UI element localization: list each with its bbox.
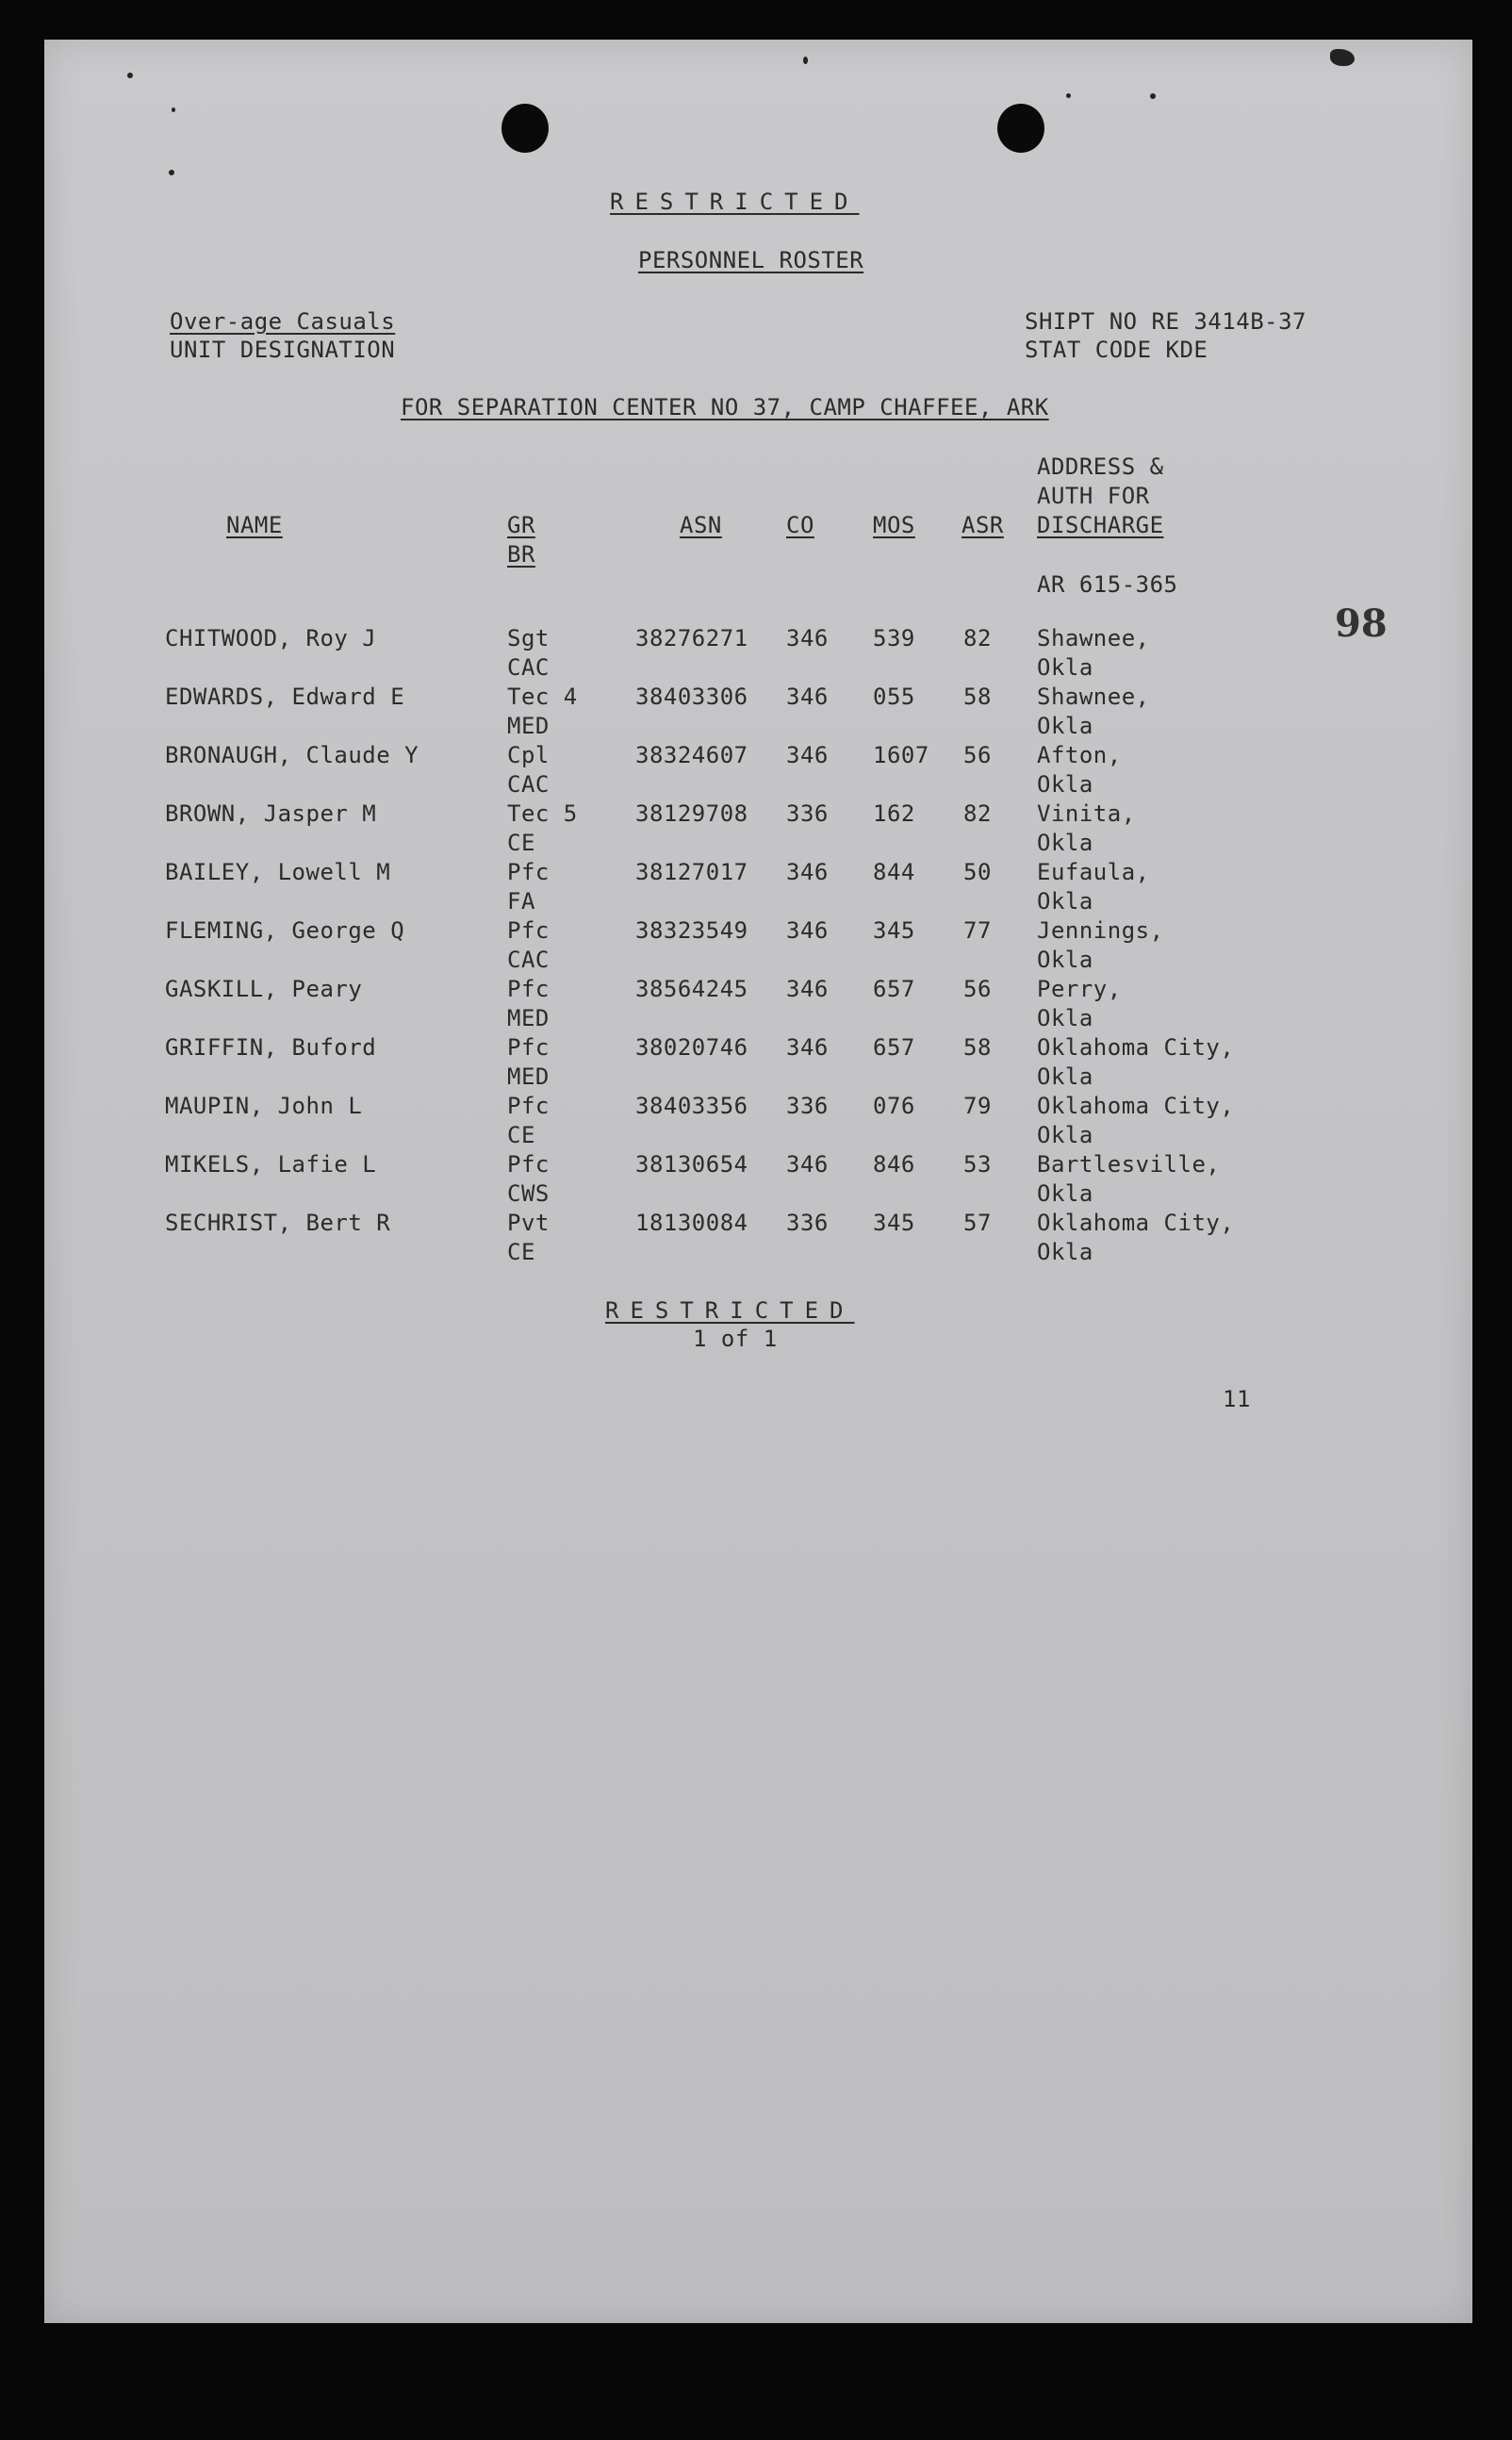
row-co: 346 xyxy=(786,1151,829,1178)
classification-footer: RESTRICTED xyxy=(605,1297,855,1324)
row-co: 346 xyxy=(786,917,829,944)
row-grade: Pfc xyxy=(507,859,550,885)
row-mos: 162 xyxy=(873,800,915,827)
row-grade: Pvt xyxy=(507,1210,550,1236)
sheet-number: 11 xyxy=(1223,1386,1251,1412)
col-mos: MOS xyxy=(873,512,915,538)
row-asn: 38020746 xyxy=(635,1034,748,1061)
row-asn: 38403356 xyxy=(635,1093,748,1119)
row-state: Okla xyxy=(1037,1180,1093,1207)
row-name: FLEMING, George Q xyxy=(165,917,405,944)
punch-hole-right xyxy=(997,104,1044,153)
paper-speck xyxy=(803,57,808,64)
shipment-number: SHIPT NO RE 3414B-37 xyxy=(1025,308,1307,335)
unit-name: Over-age Casuals xyxy=(170,308,396,335)
row-name: GRIFFIN, Buford xyxy=(165,1034,377,1061)
row-name: SECHRIST, Bert R xyxy=(165,1210,391,1236)
row-grade: Tec 4 xyxy=(507,684,578,710)
margin-page-number: 98 xyxy=(1335,602,1388,646)
row-name: BRONAUGH, Claude Y xyxy=(165,742,419,768)
row-state: Okla xyxy=(1037,1063,1093,1090)
row-grade: Pfc xyxy=(507,1034,550,1061)
row-name: EDWARDS, Edward E xyxy=(165,684,405,710)
paper-speck xyxy=(1066,93,1071,98)
row-asn: 38127017 xyxy=(635,859,748,885)
destination-line: FOR SEPARATION CENTER NO 37, CAMP CHAFFEE, ARK xyxy=(401,394,1049,420)
row-name: MAUPIN, John L xyxy=(165,1093,363,1119)
row-asr: 79 xyxy=(963,1093,992,1119)
paper-speck xyxy=(1150,93,1156,99)
row-city: Oklahoma City, xyxy=(1037,1093,1235,1119)
row-city: Afton, xyxy=(1037,742,1122,768)
discharge-authority: AR 615-365 xyxy=(1037,571,1178,598)
row-asr: 57 xyxy=(963,1210,992,1236)
row-grade: Pfc xyxy=(507,917,550,944)
row-branch: CE xyxy=(507,1239,535,1265)
row-co: 346 xyxy=(786,976,829,1002)
row-state: Okla xyxy=(1037,1122,1093,1148)
row-mos: 844 xyxy=(873,859,915,885)
row-asr: 56 xyxy=(963,976,992,1002)
row-mos: 1607 xyxy=(873,742,929,768)
row-asn: 38324607 xyxy=(635,742,748,768)
row-city: Oklahoma City, xyxy=(1037,1210,1235,1236)
row-co: 346 xyxy=(786,1034,829,1061)
row-state: Okla xyxy=(1037,1005,1093,1031)
row-city: Oklahoma City, xyxy=(1037,1034,1235,1061)
row-branch: MED xyxy=(507,1063,550,1090)
col-name: NAME xyxy=(226,512,283,538)
row-state: Okla xyxy=(1037,888,1093,915)
row-co: 336 xyxy=(786,1093,829,1119)
page-count: 1 of 1 xyxy=(693,1326,778,1352)
row-asn: 38276271 xyxy=(635,625,748,651)
row-asr: 53 xyxy=(963,1151,992,1178)
row-state: Okla xyxy=(1037,830,1093,856)
col-br: BR xyxy=(507,541,535,568)
row-asr: 58 xyxy=(963,1034,992,1061)
row-state: Okla xyxy=(1037,947,1093,973)
row-asr: 58 xyxy=(963,684,992,710)
row-branch: CE xyxy=(507,1122,535,1148)
row-mos: 076 xyxy=(873,1093,915,1119)
row-name: MIKELS, Lafie L xyxy=(165,1151,377,1178)
row-asr: 82 xyxy=(963,625,992,651)
row-co: 346 xyxy=(786,684,829,710)
document-title: PERSONNEL ROSTER xyxy=(638,247,864,273)
classification-header: RESTRICTED xyxy=(610,189,860,215)
paper-speck xyxy=(172,107,175,112)
row-city: Bartlesville, xyxy=(1037,1151,1221,1178)
row-asn: 18130084 xyxy=(635,1210,748,1236)
col-gr: GR xyxy=(507,512,535,538)
row-mos: 657 xyxy=(873,976,915,1002)
row-grade: Pfc xyxy=(507,976,550,1002)
paper-speck xyxy=(127,73,133,78)
paper-speck xyxy=(169,170,174,175)
row-asn: 38129708 xyxy=(635,800,748,827)
row-co: 346 xyxy=(786,742,829,768)
row-branch: CWS xyxy=(507,1180,550,1207)
row-co: 336 xyxy=(786,800,829,827)
row-city: Shawnee, xyxy=(1037,684,1150,710)
row-asn: 38403306 xyxy=(635,684,748,710)
row-grade: Pfc xyxy=(507,1093,550,1119)
row-asn: 38130654 xyxy=(635,1151,748,1178)
row-branch: CAC xyxy=(507,771,550,798)
row-branch: FA xyxy=(507,888,535,915)
row-grade: Pfc xyxy=(507,1151,550,1178)
row-mos: 539 xyxy=(873,625,915,651)
row-name: BAILEY, Lowell M xyxy=(165,859,391,885)
unit-designation-label: UNIT DESIGNATION xyxy=(170,337,396,363)
document-page xyxy=(44,40,1472,2323)
row-branch: CE xyxy=(507,830,535,856)
row-co: 336 xyxy=(786,1210,829,1236)
row-branch: MED xyxy=(507,713,550,739)
row-asr: 82 xyxy=(963,800,992,827)
row-branch: CAC xyxy=(507,947,550,973)
col-asr: ASR xyxy=(961,512,1004,538)
row-asr: 77 xyxy=(963,917,992,944)
row-branch: MED xyxy=(507,1005,550,1031)
row-city: Vinita, xyxy=(1037,800,1136,827)
stat-code: STAT CODE KDE xyxy=(1025,337,1208,363)
row-grade: Sgt xyxy=(507,625,550,651)
row-name: GASKILL, Peary xyxy=(165,976,363,1002)
row-mos: 345 xyxy=(873,1210,915,1236)
row-mos: 657 xyxy=(873,1034,915,1061)
row-city: Jennings, xyxy=(1037,917,1164,944)
row-grade: Tec 5 xyxy=(507,800,578,827)
row-co: 346 xyxy=(786,625,829,651)
row-state: Okla xyxy=(1037,771,1093,798)
row-branch: CAC xyxy=(507,654,550,681)
row-asr: 56 xyxy=(963,742,992,768)
row-state: Okla xyxy=(1037,654,1093,681)
row-asr: 50 xyxy=(963,859,992,885)
row-mos: 055 xyxy=(873,684,915,710)
row-state: Okla xyxy=(1037,713,1093,739)
row-city: Eufaula, xyxy=(1037,859,1150,885)
row-state: Okla xyxy=(1037,1239,1093,1265)
row-mos: 345 xyxy=(873,917,915,944)
row-mos: 846 xyxy=(873,1151,915,1178)
col-address-2: AUTH FOR xyxy=(1037,483,1150,509)
col-address-3: DISCHARGE xyxy=(1037,512,1164,538)
row-grade: Cpl xyxy=(507,742,550,768)
row-city: Shawnee, xyxy=(1037,625,1150,651)
paper-speck xyxy=(1330,49,1355,66)
col-asn: ASN xyxy=(680,512,722,538)
row-asn: 38323549 xyxy=(635,917,748,944)
row-name: CHITWOOD, Roy J xyxy=(165,625,377,651)
row-co: 346 xyxy=(786,859,829,885)
row-name: BROWN, Jasper M xyxy=(165,800,377,827)
col-address-1: ADDRESS & xyxy=(1037,453,1164,480)
col-co: CO xyxy=(786,512,814,538)
row-city: Perry, xyxy=(1037,976,1122,1002)
row-asn: 38564245 xyxy=(635,976,748,1002)
punch-hole-left xyxy=(501,104,549,153)
